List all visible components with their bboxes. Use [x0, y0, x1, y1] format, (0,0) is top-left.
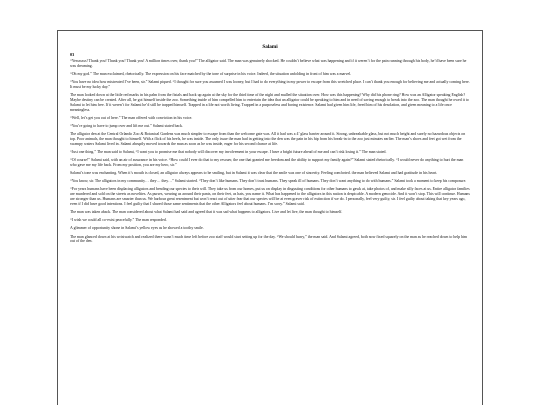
paragraph: Salami’s tone was enchanting. When it’s mouth is closed, an alligator always appears to be smiling, but in Salami it was clear that the smile was one of sincerity. Feeling comforted. the man believed Salami and had gratitude in his heart.: [70, 171, 438, 176]
document-page: [57, 30, 483, 405]
paragraph: “You have no idea how mistreated I’ve been, sir.” Salami piqued. “I thought for sure you assumed I was looney, but I had to do everything in my power to escape from this wretched place. I can’t thank you enough for believing me and actually coming here. It must be my lucky day.”: [70, 80, 470, 89]
paragraph: “Yesssssss! Thank you! Thank you! Thank you! A million times over, thank you!” The alligator said. The man was genuinely shocked. He couldn’t believe what was happening and if it weren’t for the pain running through his body, he’d have been sure he was dreaming.: [70, 59, 467, 68]
document-title: Salami: [262, 44, 278, 50]
document-body: [70, 59, 470, 244]
paragraph: A glimmer of opportunity shone in Salami’s yellow eyes as he showed a toothy smile.: [70, 226, 204, 231]
paragraph: “Of course!” Salami said, with an air of assurance in his voice. “How could I ever do that to my rescuer, the one that granted me freedom and the ability to support my family again?” Salami stated rhetorically. “I would never do anything to hurt the man who gave me my life back. From my position, you are my hero, sir.”: [70, 158, 464, 167]
paragraph: “You know, sir. The alligators in my community… they… they…” Salami started. “They don’t like humans. They don’t trust humans. They speak ill of humans. They don’t want anything to do with humans.” Salami took a moment to keep his composure.: [70, 179, 467, 184]
paragraph: “You’re going to have to jump over and lift me out.” Salami stated back.: [70, 123, 183, 128]
paragraph: “For years humans have been displacing alligators and bending our species to their will. They take us from our homes, put us on display in disgusting conditions for other humans to gawk at, take photos of, and make silly faces at us. Entire alligator families are murdered and sold on the streets as novelties. As purses, wearing us around their pants, on their feet, as hats, you name it. What has happened to the alligators in this nation is despicable. A modern genocide. And it won’t stop. This will continue. Humans are stronger than us. Humans are smarter than us. We harbour great resentment but won’t react out of utter fear that our species will be at even graver risk of extinction if we do. I personally, feel very guilty, sir. I feel guilty about taking that key years ago, even if I did have good intentions. I feel guilty that I shared those same sentiments that the other Alligators feel about humans. I’m sorry.” Salami said.: [70, 187, 470, 206]
paragraph: The man glanced down at his wristwatch and realized there wasn’t much time left before zoo staff would start setting up for the day. “We should hurry,” the man said. And Salami agreed, both now fixed squarely on the man as he reached down to help him out of the den.: [70, 234, 468, 244]
paragraph: The man was taken aback. The man considered about what Salami had said and agreed that it was sad what happens to alligators. Live and let live, the man thought to himself.: [70, 210, 343, 215]
paragraph: “I wish we could all co-exist peacefully.” The man responded.: [70, 218, 167, 223]
paragraph: The man looked down at the little red marks in his palm from the fistals and back up again at the sky for the third time of the night and mulled the situation over. How was this happening? Why did his phone ring? How was an Alligator speaking English? Maybe destiny can be created. After all, he got himself inside the zoo. Something inside of him compelled him to entertain the idea that an alligator could be speaking to him and in need of saving enough to break into the zoo. The man thought he owed it to Salami to let him free. If it weren’t for Salami he’d still be trapped himself. Trapped in a life not worth living. Trapped in a purposeless and boring existence. Salami had given him life, freed him of his desolation, and given meaning to a life once meaningless.: [70, 93, 469, 112]
paragraph: “Oh my god.” The man exclaimed, rhetorically. The expression on his face matched by the tone of surprise in his voice. Indeed, the situation unfolding in front of him was a marvel.: [70, 71, 352, 76]
paragraph: The alligator den at the Central Orlando Zoo & Botanical Gardens was much simpler to escape from than the welcome gate was. All it had was a 4’ glass barrier around it. Strong, unbreakable glass, but not much height and surely no hazardous objects on top. Poor animals, the man thought to himself. With a flick of his heels, he was inside. The only issue the man had in getting into the den was the pain in his hip from his break-in to the zoo just minutes earlier. The man’s shoes and feet got wet from the swampy waters Salami lived in. Salami abruptly moved towards the man as soon as he was inside, eager for his second chance at life.: [70, 132, 466, 146]
paragraph: “Well, let’s get you out of here.” The man offered with conviction in his voice.: [70, 115, 193, 120]
chapter-number: 03: [70, 52, 75, 57]
paragraph: “Just one thing.” The man said to Salami, “I want you to promise me that nobody will discover my involvement in your escape. I have a bright future ahead of me and can’t risk losing it.” The man stated.: [70, 149, 387, 154]
